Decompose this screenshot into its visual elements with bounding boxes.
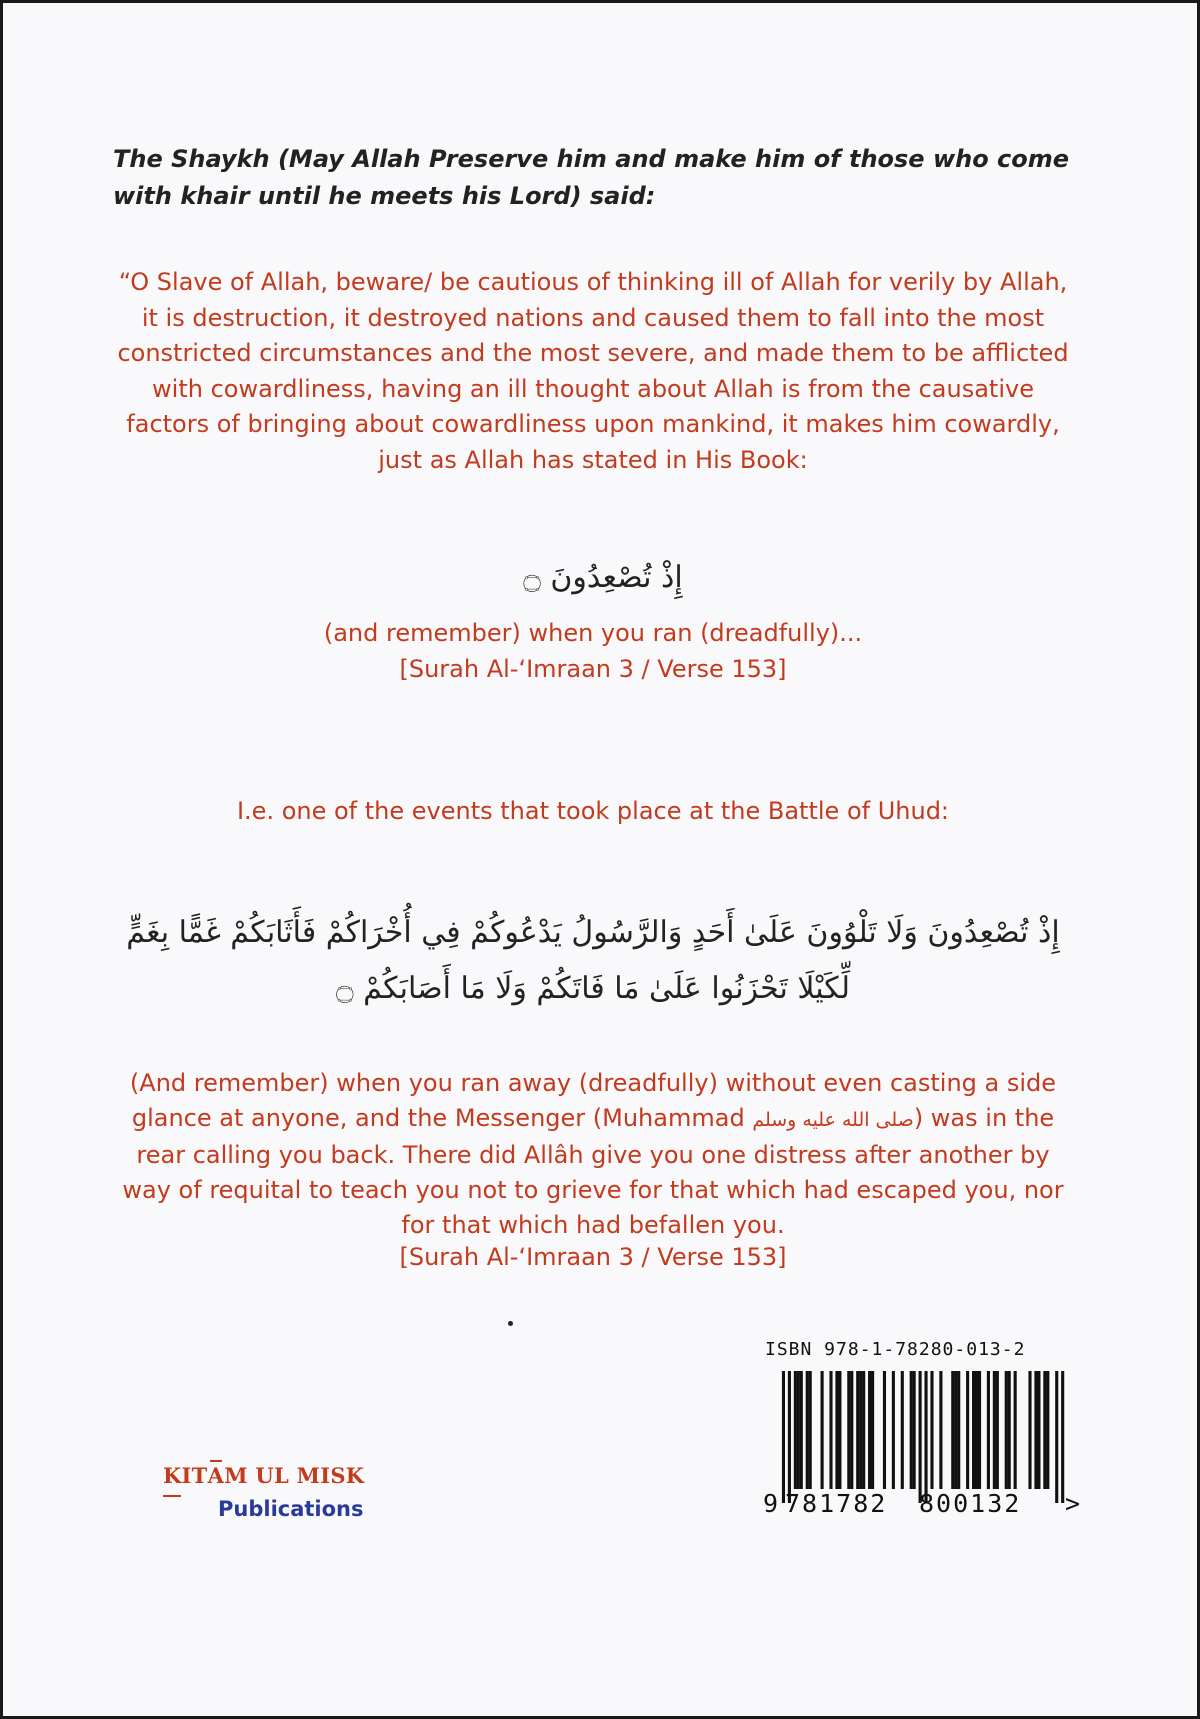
barcode-right-digits: 800132 — [919, 1489, 1022, 1518]
translation-part-a: (And remember) when you ran away (dreadfully) without even casting a side glance at anyone, and the Messenger (Muhammad — [129, 1069, 1057, 1132]
barcode-bar — [996, 1371, 999, 1489]
barcode-bar — [1034, 1371, 1037, 1489]
barcode-bar — [978, 1371, 981, 1489]
publisher-name-mark: A — [207, 1463, 225, 1488]
publisher-name — [163, 1463, 423, 1488]
barcode-bar — [975, 1371, 978, 1489]
quran-verse-short-arabic: إِذْ تُصْعِدُونَ ۝ — [523, 560, 683, 595]
barcode-bar — [892, 1371, 895, 1489]
barcode-quiet-zone-marker: > — [1065, 1489, 1081, 1518]
uhud-note: I.e. one of the events that took place at the Battle of Uhud: — [236, 797, 950, 825]
barcode-left-digits: 781782 — [785, 1489, 888, 1518]
barcode-bar — [1028, 1371, 1031, 1489]
barcode-bar — [1005, 1371, 1008, 1489]
barcode-bar — [930, 1371, 933, 1489]
barcode-bar — [847, 1371, 850, 1489]
barcode-bar — [924, 1371, 927, 1503]
barcode-bar — [856, 1371, 859, 1489]
verse-full-translation — [113, 1066, 1073, 1243]
verse-short-translation: (and remember) when you ran (dreadfully)... — [323, 619, 863, 647]
translation-part-b: ) was in the rear calling you back. There did Allâh give you one distress after another by way of requital to teach you not to grieve for that which had escaped you, nor for that which had befallen you. — [122, 1104, 1064, 1239]
barcode-bar — [862, 1371, 865, 1489]
barcode-bar — [954, 1371, 957, 1489]
barcode-bar — [910, 1371, 913, 1489]
barcode-bar — [1046, 1371, 1049, 1489]
barcode-bar — [993, 1371, 996, 1489]
publisher-name-b: M UL MISK — [224, 1463, 365, 1488]
barcode-bar — [1014, 1371, 1017, 1489]
barcode-bar — [987, 1371, 990, 1489]
barcode-bar — [972, 1371, 975, 1489]
barcode-bar — [1008, 1371, 1011, 1489]
barcode-bar — [868, 1371, 871, 1489]
barcode-bar — [806, 1371, 809, 1489]
barcode-bar — [838, 1371, 841, 1489]
shaykh-quote: “O Slave of Allah, beware/ be cautious of thinking ill of Allah for verily by Allah, it is destruction, it destroyed nations and caused them to fall into the most constricted circumstances and the most severe, and made them to be afflicted with cowardliness, having an ill thought about Allah is from the causative factors of bringing about cowardliness upon mankind, it makes him cowardly, just as Allah has stated in His Book: — [117, 268, 1069, 474]
verse-short-reference: [Surah Al-‘Imraan 3 / Verse 153] — [399, 655, 787, 683]
isbn-barcode-block — [765, 1339, 1085, 1529]
quran-verse-full-arabic: إِذْ تُصْعِدُونَ وَلَا تَلْوُونَ عَلَىٰ أَحَدٍ وَالرَّسُولُ يَدْعُوكُمْ فِي أُخْرَاكُمْ فَأَثَابَكُمْ غَمًّا بِغَمٍّ لِّكَيْلَا تَحْزَنُوا عَلَىٰ مَا فَاتَكُمْ وَلَا مَا أَصَابَكُمْ ۝ — [126, 915, 1060, 1006]
barcode-bar — [835, 1371, 838, 1489]
barcode-bar — [919, 1371, 922, 1503]
barcode-bar — [850, 1371, 853, 1489]
barcode-bar — [800, 1371, 803, 1489]
barcode-bar — [883, 1371, 886, 1489]
barcode-bar — [859, 1371, 862, 1489]
barcode-bar — [871, 1371, 874, 1489]
barcode-bar — [1037, 1371, 1040, 1489]
verse-full-reference: [Surah Al-‘Imraan 3 / Verse 153] — [399, 1243, 787, 1271]
barcode-first-digit: 9 — [763, 1489, 779, 1518]
barcode-bar — [829, 1371, 832, 1489]
publisher-name-a: KIT — [163, 1463, 208, 1488]
barcode-bar — [788, 1371, 791, 1503]
barcode-bar — [966, 1371, 969, 1489]
barcode-bar — [901, 1371, 904, 1489]
publisher-subtitle: Publications — [218, 1497, 364, 1521]
barcode-bar — [782, 1371, 785, 1503]
publisher-rule — [163, 1495, 181, 1497]
salutation-arabic: صلى الله عليه وسلم — [752, 1109, 914, 1131]
barcode-bar — [939, 1371, 942, 1489]
barcode-bar — [957, 1371, 960, 1489]
print-speck — [508, 1321, 513, 1326]
isbn-label: ISBN 978-1-78280-013-2 — [765, 1339, 1026, 1360]
barcode-bar — [951, 1371, 954, 1489]
intro-text: The Shaykh (May Allah Preserve him and make him of those who come with khair until he meets his Lord) said: — [113, 145, 1070, 210]
barcode-bar — [794, 1371, 797, 1489]
barcode-bar — [1061, 1371, 1064, 1503]
barcode-bar — [1043, 1371, 1046, 1489]
publisher-logo — [163, 1463, 423, 1521]
barcode-bar — [809, 1371, 812, 1489]
barcode-bar — [797, 1371, 800, 1489]
barcode-bar — [913, 1371, 916, 1489]
barcode-bar — [821, 1371, 824, 1489]
barcode-bar — [1055, 1371, 1058, 1503]
